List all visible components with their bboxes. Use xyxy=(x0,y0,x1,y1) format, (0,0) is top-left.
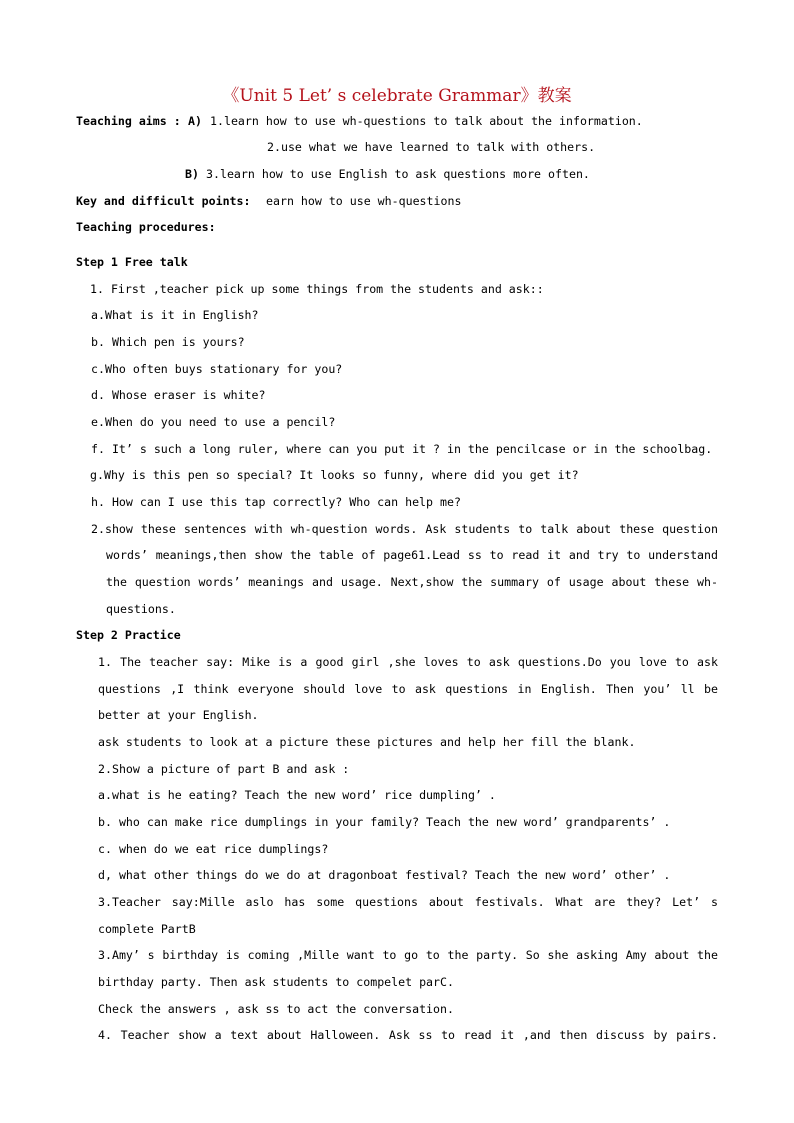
step2-p3b-line3: Check the answers , ask ss to act the conversation. xyxy=(98,1002,454,1016)
step2-p2-a: a.what is he eating? Teach the new word’ rice dumpling’ . xyxy=(98,788,496,802)
aim-2: 2.use what we have learned to talk with others. xyxy=(267,140,596,154)
step1-question-h: h. How can I use this tap correctly? Who can help me? xyxy=(91,495,461,509)
step2-p3-line1: 3.Teacher say:Mille aslo has some questions about festivals. What are they? Let’ s xyxy=(98,895,718,909)
step2-p3b-line2: birthday party. Then ask students to compelet parC. xyxy=(98,975,454,989)
step2-p3-line2: complete PartB xyxy=(98,922,196,936)
step2-p1-line2: questions ,I think everyone should love to ask questions in English. Then you’ ll be xyxy=(98,682,718,696)
step1-question-d: d. Whose eraser is white? xyxy=(91,388,266,402)
teaching-aims-label: Teaching aims : xyxy=(76,114,181,128)
step1-question-b: b. Which pen is yours? xyxy=(91,335,245,349)
step2-p2-b: b. who can make rice dumplings in your family? Teach the new word’ grandparents’ . xyxy=(98,815,671,829)
step2-p3b-line1: 3.Amy’ s birthday is coming ,Mille want to go to the party. So she asking Amy about the xyxy=(98,948,718,962)
step1-item2-line1: 2.show these sentences with wh-question words. Ask students to talk about these question xyxy=(91,522,718,536)
step2-p1-line1: 1. The teacher say: Mike is a good girl ,she loves to ask questions.Do you love to ask xyxy=(98,655,718,669)
aim-b-prefix: B) xyxy=(185,167,199,181)
step2-p1-line3: better at your English. xyxy=(98,708,259,722)
step1-question-g: g.Why is this pen so special? It looks so funny, where did you get it? xyxy=(90,468,579,482)
step1-question-a: a.What is it in English? xyxy=(91,308,259,322)
document-title: 《Unit 5 Let’ s celebrate Grammar》教案 xyxy=(222,86,572,106)
step2-p1-line4: ask students to look at a picture these pictures and help her fill the blank. xyxy=(98,735,636,749)
step1-item2-line3: the question words’ meanings and usage. Next,show the summary of usage about these wh- xyxy=(106,575,718,589)
key-points-text: earn how to use wh-questions xyxy=(266,194,462,208)
step1-item1: 1. First ,teacher pick up some things from the students and ask:: xyxy=(90,282,544,296)
step1-question-f: f. It’ s such a long ruler, where can you put it ? in the pencilcase or in the schoolbag. xyxy=(91,442,713,456)
step2-p2-c: c. when do we eat rice dumplings? xyxy=(98,842,329,856)
step1-question-e: e.When do you need to use a pencil? xyxy=(91,415,336,429)
aim-a-prefix: A) xyxy=(188,114,202,128)
step2-p2-d: d, what other things do we do at dragonboat festival? Teach the new word’ other’ . xyxy=(98,868,671,882)
step2-p4: 4. Teacher show a text about Halloween. Ask ss to read it ,and then discuss by pairs. xyxy=(98,1028,718,1042)
procedures-label: Teaching procedures: xyxy=(76,220,216,234)
aim-3: 3.learn how to use English to ask questions more often. xyxy=(206,167,590,181)
aim-1: 1.learn how to use wh-questions to talk about the information. xyxy=(210,114,643,128)
step2-p2: 2.Show a picture of part B and ask : xyxy=(98,762,350,776)
step1-item2-line4: questions. xyxy=(106,602,176,616)
step1-question-c: c.Who often buys stationary for you? xyxy=(91,362,343,376)
key-points-label: Key and difficult points: xyxy=(76,194,251,208)
step1-heading: Step 1 Free talk xyxy=(76,255,188,269)
step2-heading: Step 2 Practice xyxy=(76,628,181,642)
step1-item2-line2: words’ meanings,then show the table of page61.Lead ss to read it and try to understand xyxy=(106,548,718,562)
